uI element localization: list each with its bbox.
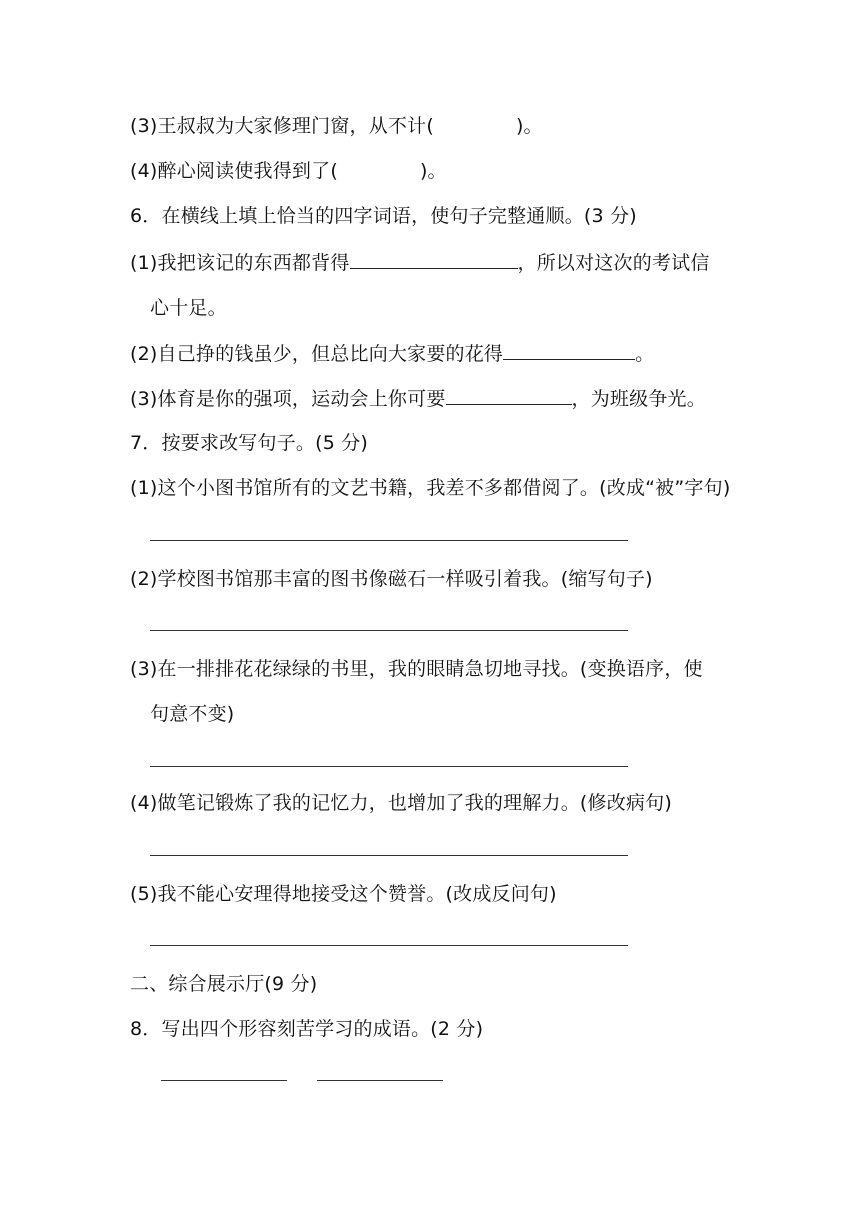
q7-item3-answer-line[interactable] xyxy=(150,766,628,767)
q6-heading: 6．在横线上填上恰当的四字词语，使句子完整通顺。(3 分) xyxy=(130,205,637,227)
q7-item5-answer-line[interactable] xyxy=(150,945,628,946)
q6-item3-text-after: ，为班级争光。 xyxy=(571,388,706,410)
q7-item1: (1)这个小图书馆所有的文艺书籍，我差不多都借阅了。(改成“被”字句) xyxy=(130,477,731,499)
q6-item1-text-before: (1)我把该记的东西都背得 xyxy=(130,252,350,274)
q7-item1-answer-line[interactable] xyxy=(150,540,628,541)
q8-answer-line-1[interactable] xyxy=(161,1080,287,1081)
q6-item1-text-after: ，所以对这次的考试信 xyxy=(517,252,710,274)
q6-item2-text-before: (2)自己挣的钱虽少，但总比向大家要的花得 xyxy=(130,343,504,365)
q6-item3 xyxy=(130,386,706,411)
q6-item2 xyxy=(130,341,654,366)
q6-item1-continuation: 心十足。 xyxy=(150,297,227,319)
q6-item2-blank[interactable] xyxy=(503,341,635,360)
q5-item3-text-before: (3)王叔叔为大家修理门窗，从不计( xyxy=(130,115,434,137)
q5-item4 xyxy=(130,159,447,183)
q7-item3-continuation: 句意不变) xyxy=(150,703,235,725)
q7-item5: (5)我不能心安理得地接受这个赞誉。(改成反问句) xyxy=(130,883,557,905)
q7-heading: 7．按要求改写句子。(5 分) xyxy=(130,432,369,454)
q7-item2: (2)学校图书馆那丰富的图书像磁石一样吸引着我。(缩写句子) xyxy=(130,568,653,590)
q5-item3 xyxy=(130,114,543,138)
q6-item3-blank[interactable] xyxy=(446,386,572,405)
q6-item3-text-before: (3)体育是你的强项，运动会上你可要 xyxy=(130,388,446,410)
q7-item3: (3)在一排排花花绿绿的书里，我的眼睛急切地寻找。(变换语序，使 xyxy=(130,658,703,680)
q6-item2-text-after: 。 xyxy=(635,343,655,365)
q7-item4: (4)做笔记锻炼了我的记忆力，也增加了我的理解力。(修改病句) xyxy=(130,792,672,814)
q6-item1 xyxy=(130,250,710,275)
q5-item4-text-before: (4)醉心阅读使我得到了( xyxy=(130,160,338,182)
q8-answer-line-2[interactable] xyxy=(317,1080,443,1081)
q6-item1-blank[interactable] xyxy=(350,250,518,269)
q7-item2-answer-line[interactable] xyxy=(150,630,628,631)
q5-item3-text-after: )。 xyxy=(515,115,543,137)
q5-item4-text-after: )。 xyxy=(419,160,447,182)
section2-heading: 二、综合展示厅(9 分) xyxy=(130,973,318,995)
q8-heading: 8．写出四个形容刻苦学习的成语。(2 分) xyxy=(130,1018,484,1040)
q7-item4-answer-line[interactable] xyxy=(150,855,628,856)
